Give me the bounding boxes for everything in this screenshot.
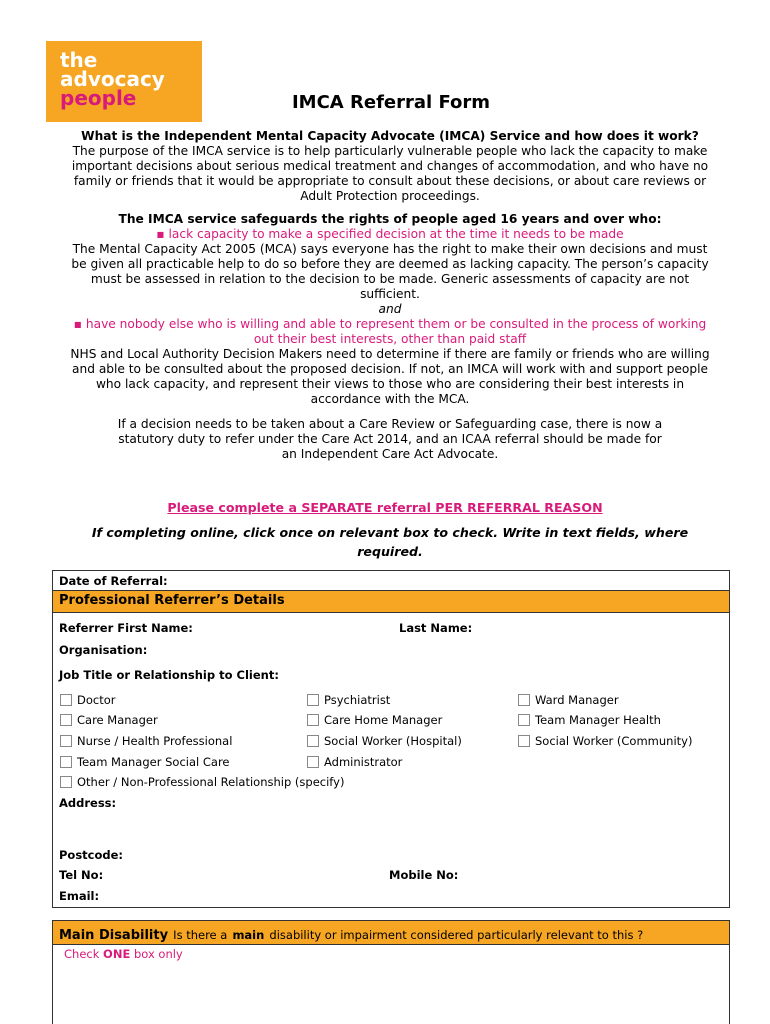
checkbox-label: Doctor — [77, 693, 116, 707]
checkbox-care-home-manager[interactable] — [307, 713, 442, 727]
postcode-label: Postcode: — [59, 848, 124, 862]
checkbox-label: Nurse / Health Professional — [77, 734, 233, 748]
checkbox-nurse[interactable] — [60, 734, 232, 748]
check-one-post: box only — [133, 947, 183, 961]
logo-line-people: people — [60, 86, 137, 110]
organisation-label: Organisation: — [59, 643, 148, 657]
checkbox-care-manager[interactable] — [60, 713, 158, 727]
and-connector: and — [378, 302, 402, 316]
checkbox-label: Administrator — [324, 755, 403, 769]
checkbox-label: Social Worker (Hospital) — [324, 734, 462, 748]
criteria-bullet-1: ▪ lack capacity to make a specified decision at the time it needs to be made — [156, 227, 624, 241]
safeguards-heading: The IMCA service safeguards the rights of people aged 16 years and over who: — [118, 212, 662, 226]
intro-section — [70, 129, 710, 462]
checkbox-doctor[interactable] — [60, 693, 116, 707]
page-title: IMCA Referral Form — [291, 92, 491, 113]
mobile-label: Mobile No: — [389, 868, 459, 882]
main-disability-question-post: disability or impairment considered particularly relevant to this ? — [269, 928, 644, 942]
address-label: Address: — [59, 796, 117, 810]
main-disability-question-bold: main — [232, 928, 265, 942]
checkbox-social-worker-hospital[interactable] — [307, 734, 462, 748]
check-one-instruction — [53, 945, 729, 961]
checkbox-team-manager-social-care[interactable] — [60, 755, 230, 769]
main-disability-section — [52, 920, 730, 1024]
checkbox-box[interactable] — [518, 735, 530, 747]
main-disability-question-pre: Is there a — [173, 928, 228, 942]
checkbox-social-worker-community[interactable] — [518, 734, 692, 748]
check-one-bold: ONE — [103, 947, 131, 961]
checkbox-box[interactable] — [307, 735, 319, 747]
checkbox-label: Team Manager Health — [535, 713, 661, 727]
checkbox-ward-manager[interactable] — [518, 693, 619, 707]
referrer-first-name-label: Referrer First Name: — [59, 621, 193, 635]
logo-line-the: the — [60, 48, 98, 72]
referrer-details-form — [52, 570, 730, 908]
last-name-label: Last Name: — [399, 621, 473, 635]
checkbox-label: Psychiatrist — [324, 693, 391, 707]
checkbox-box[interactable] — [60, 735, 72, 747]
email-label: Email: — [59, 889, 100, 903]
online-instruction: If completing online, click once on relevant box to check. Write in text fields, where required. — [91, 525, 689, 559]
imca-purpose-text: The purpose of the IMCA service is to help particularly vulnerable people who lack the capacity to make important decisions about serious medical treatment and changes of accommodation, and who have no family or friends that it would be appropriate to consult about these decisions, or about care reviews or Adult Protection proceedings. — [71, 144, 709, 203]
checkbox-box[interactable] — [60, 756, 72, 768]
main-disability-header — [53, 921, 729, 945]
imca-question-heading: What is the Independent Mental Capacity Advocate (IMCA) Service and how does it work? — [81, 129, 699, 143]
checkbox-label: Other / Non-Professional Relationship (specify) — [77, 775, 345, 789]
checkbox-label: Social Worker (Community) — [535, 734, 693, 748]
check-one-pre: Check — [64, 947, 100, 961]
checkbox-box[interactable] — [307, 756, 319, 768]
checkbox-box[interactable] — [307, 694, 319, 706]
date-of-referral-row[interactable] — [53, 571, 729, 591]
checkbox-label: Care Manager — [77, 713, 158, 727]
checkbox-box[interactable] — [60, 776, 72, 788]
checkbox-box[interactable] — [518, 694, 530, 706]
checkbox-box[interactable] — [518, 714, 530, 726]
nhs-text: NHS and Local Authority Decision Makers need to determine if there are family or friends who are willing and able to be consulted about the proposed decision. If not, an IMCA will work with and support people who lack capacity, and represent their views to those who are considering their best interests in accordance with the MCA. — [70, 347, 710, 406]
checkbox-administrator[interactable] — [307, 755, 402, 769]
checkbox-team-manager-health[interactable] — [518, 713, 661, 727]
date-of-referral-label: Date of Referral: — [59, 574, 168, 588]
separate-referral-notice: Please complete a SEPARATE referral PER REFERRAL REASON — [167, 500, 603, 515]
checkbox-label: Care Home Manager — [324, 713, 443, 727]
checkbox-box[interactable] — [60, 714, 72, 726]
tel-label: Tel No: — [59, 868, 104, 882]
criteria-bullet-2: ▪ have nobody else who is willing and able to represent them or be consulted in the process of working out their best interests, other than paid staff — [73, 317, 707, 346]
checkbox-label: Ward Manager — [535, 693, 619, 707]
checkbox-box[interactable] — [307, 714, 319, 726]
care-act-text: If a decision needs to be taken about a Care Review or Safeguarding case, there is now a statutory duty to refer under the Care Act 2014, and an ICAA referral should be made for an Independent Care Act Advocate. — [117, 417, 663, 461]
checkbox-psychiatrist[interactable] — [307, 693, 390, 707]
job-title-label: Job Title or Relationship to Client: — [59, 668, 279, 682]
checkbox-label: Team Manager Social Care — [77, 755, 230, 769]
referrer-section-header: Professional Referrer’s Details — [53, 591, 729, 613]
checkbox-other[interactable] — [60, 775, 344, 789]
checkbox-box[interactable] — [60, 694, 72, 706]
mca-text: The Mental Capacity Act 2005 (MCA) says everyone has the right to make their own decisions and must be given all practicable help to do so before they are deemed as lacking capacity. The person’s capacity must be assessed in relation to the decision to be made. Generic assessments of capacity are not sufficient. — [71, 242, 709, 301]
main-disability-heading: Main Disability — [59, 928, 169, 943]
logo-line-advocacy: advocacy — [60, 67, 165, 91]
